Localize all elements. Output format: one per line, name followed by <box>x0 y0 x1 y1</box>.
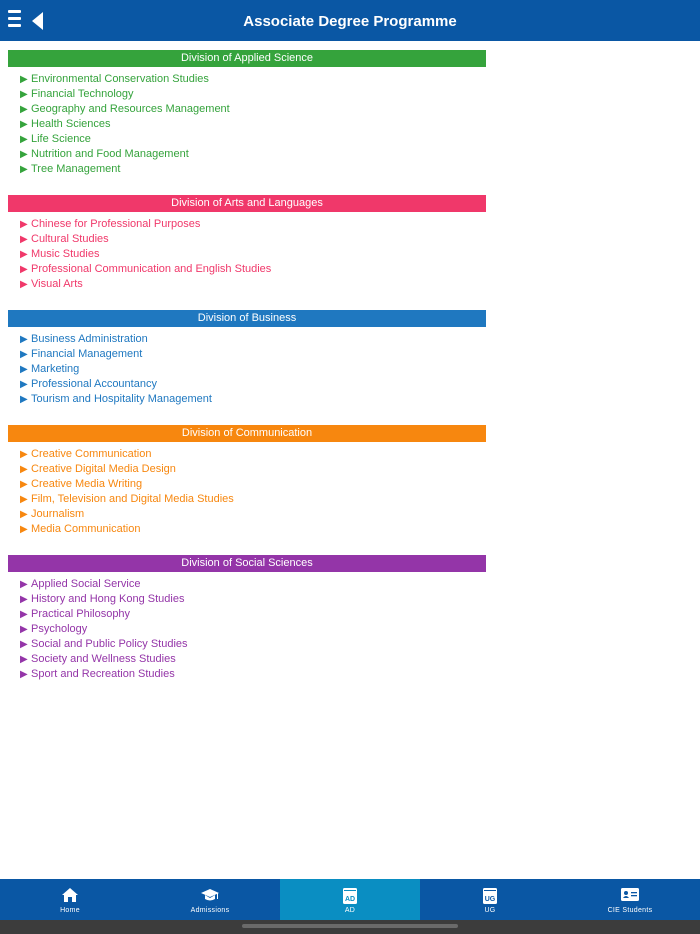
programme-link[interactable] <box>8 392 486 407</box>
programme-link[interactable] <box>8 117 486 132</box>
triangle-right-icon: ▶ <box>20 279 28 290</box>
programme-label: Health Sciences <box>31 118 111 130</box>
programme-label: History and Hong Kong Studies <box>31 593 185 605</box>
programme-link[interactable] <box>8 492 486 507</box>
programme-list <box>8 212 486 292</box>
programme-link[interactable] <box>8 87 486 102</box>
triangle-right-icon: ▶ <box>20 594 28 605</box>
triangle-right-icon: ▶ <box>20 579 28 590</box>
programme-link[interactable] <box>8 347 486 362</box>
programme-link[interactable] <box>8 147 486 162</box>
programme-link[interactable] <box>8 447 486 462</box>
tab-ug[interactable] <box>420 879 560 920</box>
programme-label: Applied Social Service <box>31 578 141 590</box>
triangle-right-icon: ▶ <box>20 654 28 665</box>
triangle-right-icon: ▶ <box>20 219 28 230</box>
programme-link[interactable] <box>8 507 486 522</box>
programme-label: Creative Digital Media Design <box>31 463 176 475</box>
triangle-right-icon: ▶ <box>20 479 28 490</box>
programme-label: Practical Philosophy <box>31 608 131 620</box>
programme-link[interactable] <box>8 162 486 177</box>
programme-label: Business Administration <box>31 333 148 345</box>
programme-link[interactable] <box>8 217 486 232</box>
triangle-right-icon: ▶ <box>20 464 28 475</box>
programme-link[interactable] <box>8 277 486 292</box>
programme-label: Creative Media Writing <box>31 478 143 490</box>
triangle-right-icon: ▶ <box>20 104 28 115</box>
programme-label: Financial Technology <box>31 88 134 100</box>
programme-label: Music Studies <box>31 248 100 260</box>
division-section <box>8 425 486 537</box>
svg-text:AD: AD <box>344 896 356 903</box>
programme-label: Life Science <box>31 133 91 145</box>
division-header: Division of Social Sciences <box>8 555 486 572</box>
tab-label: UG <box>484 907 496 914</box>
programme-list <box>8 327 486 407</box>
bottom-tab-bar <box>0 879 700 920</box>
programme-link[interactable] <box>8 262 486 277</box>
programme-link[interactable] <box>8 247 486 262</box>
programme-label: Financial Management <box>31 348 143 360</box>
top-navigation-bar <box>0 0 700 41</box>
triangle-right-icon: ▶ <box>20 624 28 635</box>
tab-admissions[interactable] <box>140 879 280 920</box>
programme-label: Chinese for Professional Purposes <box>31 218 201 230</box>
programme-link[interactable] <box>8 592 486 607</box>
programme-label: Professional Accountancy <box>31 378 157 390</box>
home-indicator-area <box>0 920 700 934</box>
programme-link[interactable] <box>8 332 486 347</box>
programme-label: Marketing <box>31 363 80 375</box>
programme-label: Creative Communication <box>31 448 152 460</box>
triangle-right-icon: ▶ <box>20 249 28 260</box>
programme-link[interactable] <box>8 72 486 87</box>
programme-list <box>8 67 486 177</box>
programme-label: Nutrition and Food Management <box>31 148 189 160</box>
programme-label: Tree Management <box>31 163 121 175</box>
triangle-right-icon: ▶ <box>20 119 28 130</box>
programme-link[interactable] <box>8 622 486 637</box>
triangle-right-icon: ▶ <box>20 364 28 375</box>
tab-label: AD <box>344 907 356 914</box>
programme-label: Visual Arts <box>31 278 83 290</box>
graduation-cap-icon <box>200 887 220 908</box>
tab-label: CIE Students <box>607 907 653 914</box>
triangle-right-icon: ▶ <box>20 639 28 650</box>
triangle-right-icon: ▶ <box>20 609 28 620</box>
programme-label: Society and Wellness Studies <box>31 653 176 665</box>
programme-link[interactable] <box>8 607 486 622</box>
triangle-right-icon: ▶ <box>20 149 28 160</box>
triangle-right-icon: ▶ <box>20 164 28 175</box>
id-card-icon <box>620 887 640 907</box>
programme-label: Cultural Studies <box>31 233 109 245</box>
triangle-right-icon: ▶ <box>20 494 28 505</box>
division-header: Division of Business <box>8 310 486 327</box>
programme-label: Professional Communication and English Studies <box>31 263 272 275</box>
programme-label: Journalism <box>31 508 85 520</box>
programme-link[interactable] <box>8 102 486 117</box>
programme-link[interactable] <box>8 132 486 147</box>
divisions-list <box>8 50 486 700</box>
tab-home[interactable] <box>0 879 140 920</box>
triangle-right-icon: ▶ <box>20 134 28 145</box>
programme-list <box>8 572 486 682</box>
triangle-right-icon: ▶ <box>20 524 28 535</box>
division-section <box>8 555 486 682</box>
programme-link[interactable] <box>8 362 486 377</box>
programme-label: Social and Public Policy Studies <box>31 638 188 650</box>
programme-link[interactable] <box>8 522 486 537</box>
division-header: Division of Applied Science <box>8 50 486 67</box>
division-section <box>8 195 486 292</box>
svg-text:UG: UG <box>484 896 496 903</box>
programme-list <box>8 442 486 537</box>
programme-label: Geography and Resources Management <box>31 103 230 115</box>
programme-label: Film, Television and Digital Media Studies <box>31 493 234 505</box>
programme-link[interactable] <box>8 377 486 392</box>
division-header: Division of Communication <box>8 425 486 442</box>
triangle-right-icon: ▶ <box>20 349 28 360</box>
programme-link[interactable] <box>8 652 486 667</box>
triangle-right-icon: ▶ <box>20 264 28 275</box>
triangle-right-icon: ▶ <box>20 379 28 390</box>
home-indicator <box>242 924 458 928</box>
triangle-right-icon: ▶ <box>20 74 28 85</box>
programme-label: Psychology <box>31 623 88 635</box>
division-section <box>8 310 486 407</box>
programme-label: Sport and Recreation Studies <box>31 668 175 680</box>
triangle-right-icon: ▶ <box>20 234 28 245</box>
programme-link[interactable] <box>8 477 486 492</box>
division-section <box>8 50 486 177</box>
triangle-right-icon: ▶ <box>20 89 28 100</box>
division-header: Division of Arts and Languages <box>8 195 486 212</box>
programme-link[interactable] <box>8 637 486 652</box>
page-title: Associate Degree Programme <box>243 13 457 30</box>
triangle-right-icon: ▶ <box>20 669 28 680</box>
programme-label: Media Communication <box>31 523 141 535</box>
triangle-right-icon: ▶ <box>20 394 28 405</box>
programme-label: Tourism and Hospitality Management <box>31 393 212 405</box>
tab-ad[interactable] <box>280 879 420 920</box>
programme-link[interactable] <box>8 462 486 477</box>
programme-link[interactable] <box>8 232 486 247</box>
programme-link[interactable] <box>8 667 486 682</box>
tab-cie-students[interactable] <box>560 879 700 920</box>
triangle-right-icon: ▶ <box>20 334 28 345</box>
programme-label: Environmental Conservation Studies <box>31 73 209 85</box>
triangle-right-icon: ▶ <box>20 449 28 460</box>
tab-label: Home <box>60 907 80 914</box>
tab-label: Admissions <box>190 907 230 914</box>
programme-link[interactable] <box>8 577 486 592</box>
triangle-right-icon: ▶ <box>20 509 28 520</box>
home-icon <box>61 887 79 908</box>
